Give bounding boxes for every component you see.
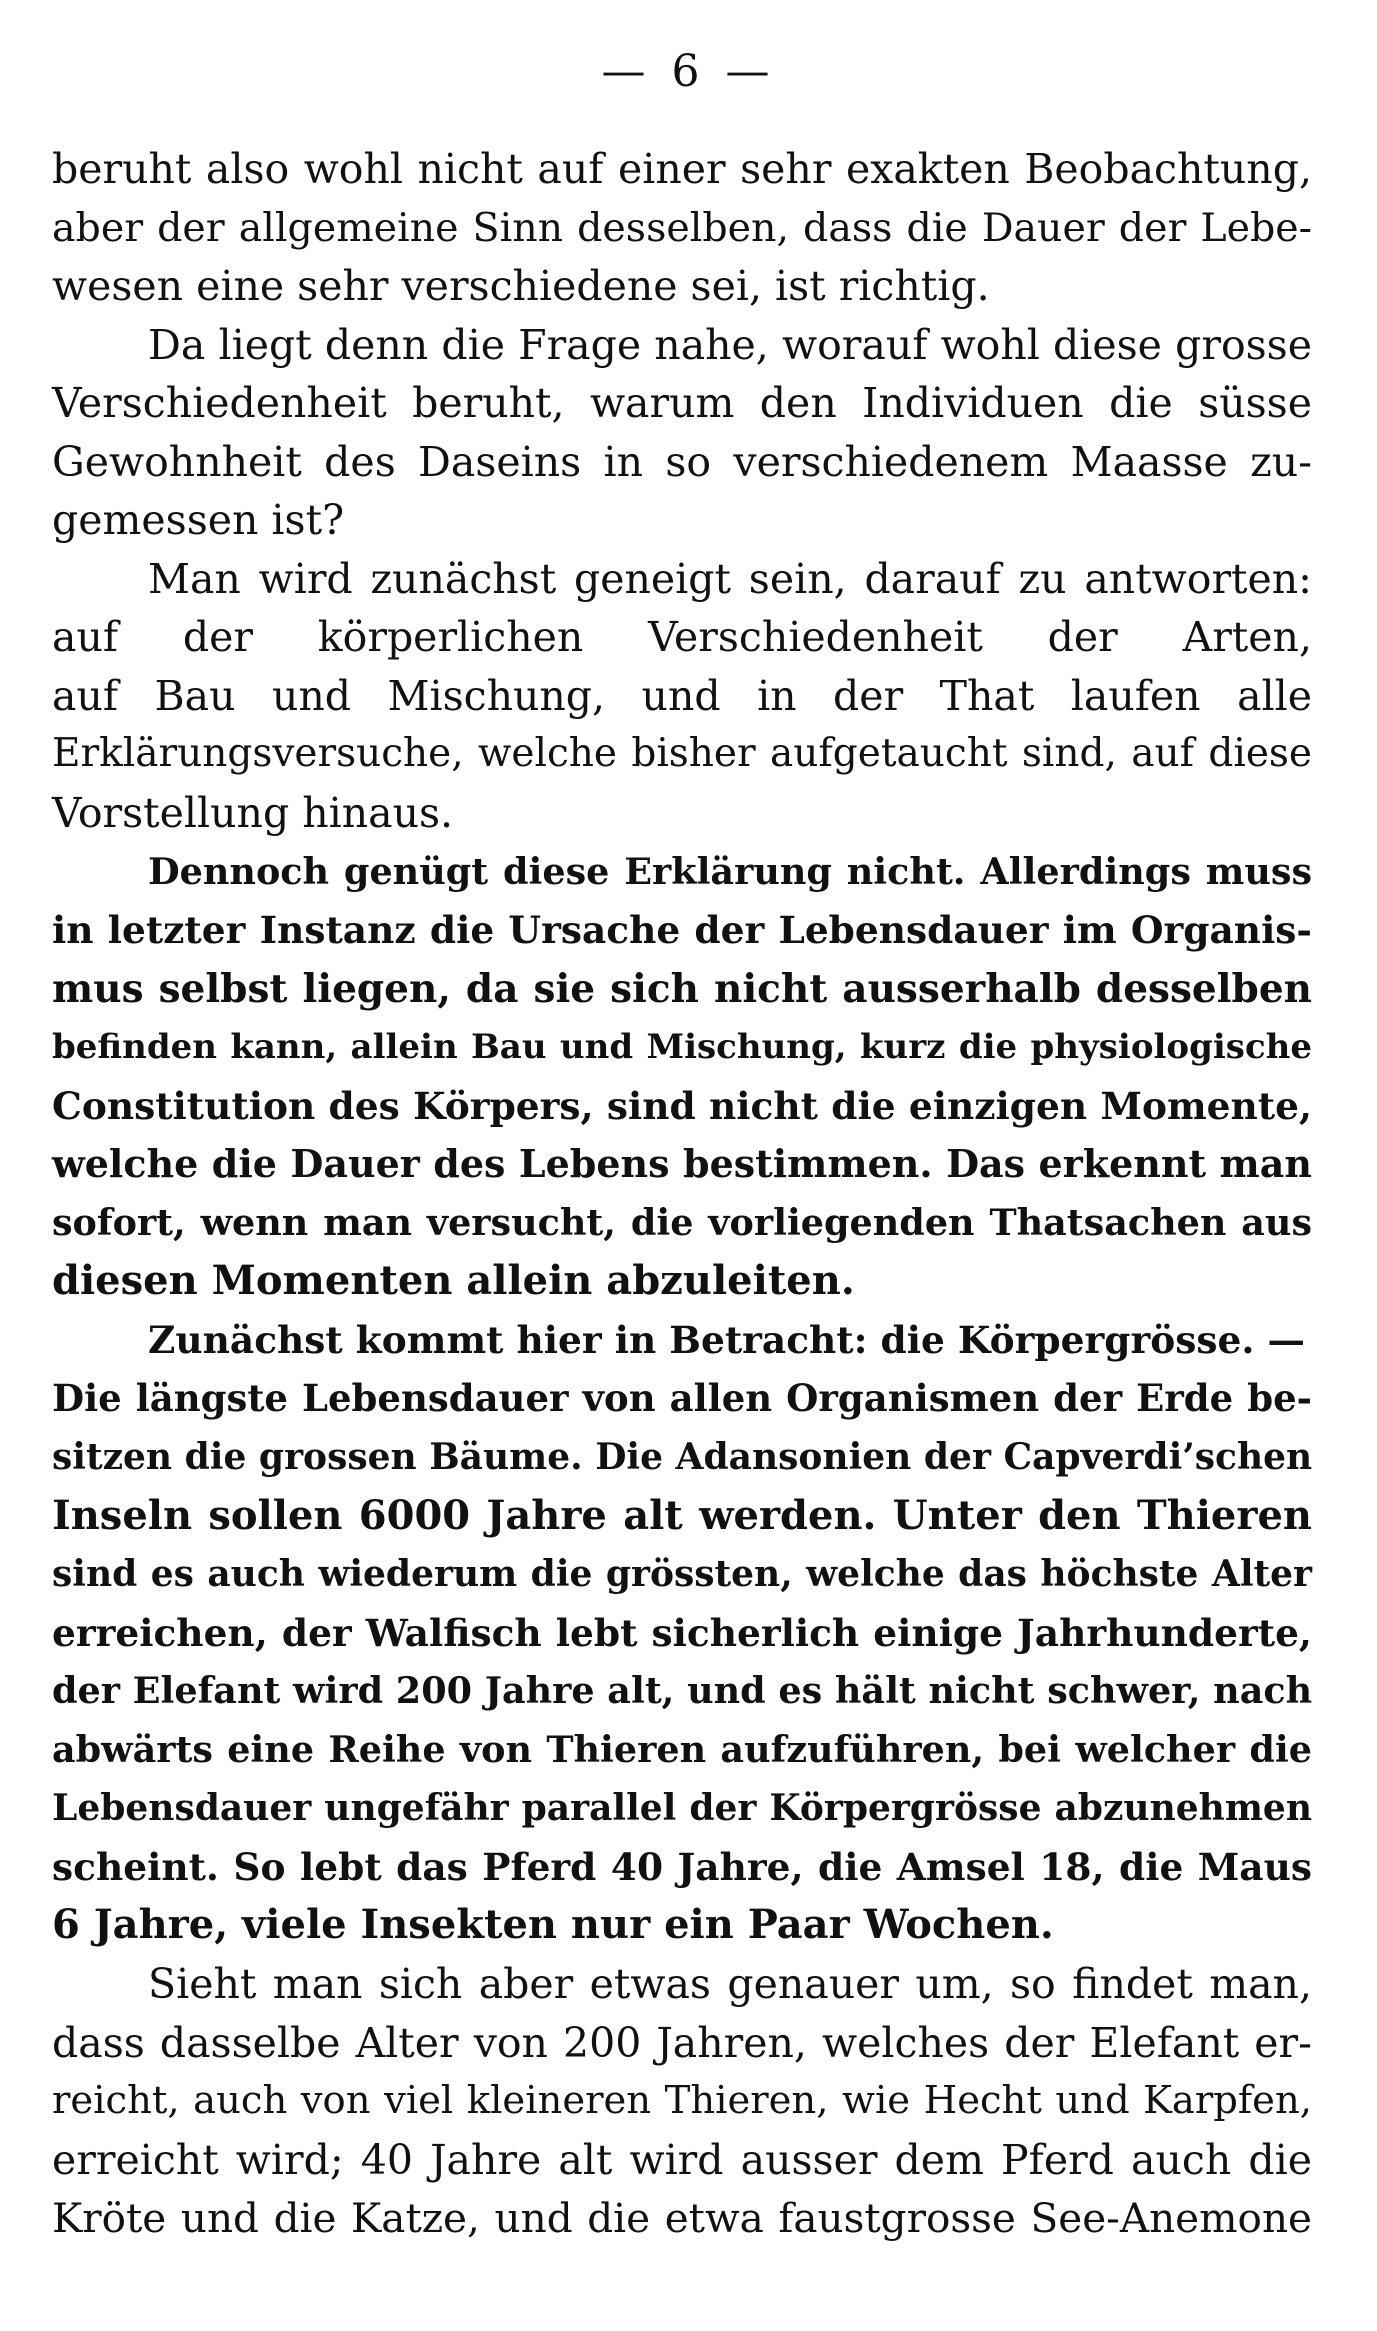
- text-line: sitzen die grossen Bäume. Die Adansonien der Capverdi’schen: [52, 1436, 1313, 1479]
- text-line: 6 Jahre, viele Insekten nur ein Paar Wochen.: [52, 1901, 1054, 1949]
- text-line: der Elefant wird 200 Jahre alt, und es hält nicht schwer, nach: [52, 1669, 1313, 1713]
- text-line: welche die Dauer des Lebens bestimmen. Das erkennt man: [52, 1141, 1312, 1187]
- text-line: Constitution des Körpers, sind nicht die einzigen Momente,: [52, 1083, 1312, 1128]
- text-line: Da liegt denn die Frage nahe, worauf wohl diese grosse: [148, 320, 1312, 369]
- text-line: Verschiedenheit beruht, warum den Individuen die süsse: [52, 379, 1312, 428]
- text-line: reicht, auch von viel kleineren Thieren, wie Hecht und Karpfen,: [52, 2078, 1312, 2124]
- text-line: abwärts eine Reihe von Thieren aufzuführen, bei welcher die: [52, 1727, 1312, 1771]
- text-line: Zunächst kommt hier in Betracht: die Körpergrösse. —: [148, 1317, 1305, 1362]
- text-line: gemessen ist?: [52, 496, 345, 545]
- text-line: beruht also wohl nicht auf einer sehr exakten Beobachtung,: [52, 145, 1312, 193]
- text-line: Vorstellung hinaus.: [52, 789, 454, 838]
- text-line: auf der körperlichen Verschiedenheit der Arten,: [52, 613, 1312, 662]
- text-line: auf Bau und Mischung, und in der That laufen alle: [52, 671, 1312, 720]
- page-number: — 6 —: [601, 46, 776, 97]
- text-line: mus selbst liegen, da sie sich nicht ausserhalb desselben: [52, 965, 1312, 1012]
- text-line: dass dasselbe Alter von 200 Jahren, welches der Elefant er-: [52, 2018, 1312, 2067]
- text-line: diesen Momenten allein abzuleiten.: [52, 1257, 855, 1305]
- text-line: Lebensdauer ungefähr parallel der Körpergrösse abzunehmen: [52, 1787, 1312, 1830]
- text-line: Sieht man sich aber etwas genauer um, so findet man,: [148, 1959, 1312, 2008]
- text-line: scheint. So lebt das Pferd 40 Jahre, die Amsel 18, die Maus: [52, 1844, 1312, 1889]
- text-line: Dennoch genügt diese Erklärung nicht. Allerdings muss: [148, 849, 1312, 893]
- text-line: Die längste Lebensdauer von allen Organismen der Erde be-: [52, 1376, 1312, 1421]
- text-line: Man wird zunächst geneigt sein, darauf zu antworten:: [148, 554, 1312, 603]
- text-line: in letzter Instanz die Ursache der Lebensdauer im Organis-: [52, 908, 1312, 953]
- text-line: sind es auch wiederum die grössten, welche das höchste Alter: [52, 1553, 1312, 1596]
- text-line: Inseln sollen 6000 Jahre alt werden. Unter den Thieren: [52, 1491, 1312, 1539]
- text-line: aber der allgemeine Sinn desselben, dass die Dauer der Lebe-: [52, 204, 1312, 251]
- text-line: sofort, wenn man versucht, die vorliegenden Thatsachen aus: [52, 1200, 1312, 1244]
- text-line: erreichen, der Walfisch lebt sicherlich einige Jahrhunderte,: [52, 1610, 1312, 1655]
- text-line: Gewohnheit des Daseins in so verschiedenem Maasse zu-: [52, 437, 1312, 486]
- text-line: befinden kann, allein Bau und Mischung, kurz die physiologische: [52, 1027, 1312, 1068]
- text-line: wesen eine sehr verschiedene sei, ist richtig.: [52, 262, 990, 311]
- text-line: Erklärungsversuche, welche bisher aufgetaucht sind, auf diese: [52, 731, 1312, 777]
- text-line: Kröte und die Katze, und die etwa faustgrosse See-Anemone: [52, 2194, 1312, 2243]
- body-text: [52, 140, 1312, 2248]
- text-line: erreicht wird; 40 Jahre alt wird ausser dem Pferd auch die: [52, 2135, 1312, 2184]
